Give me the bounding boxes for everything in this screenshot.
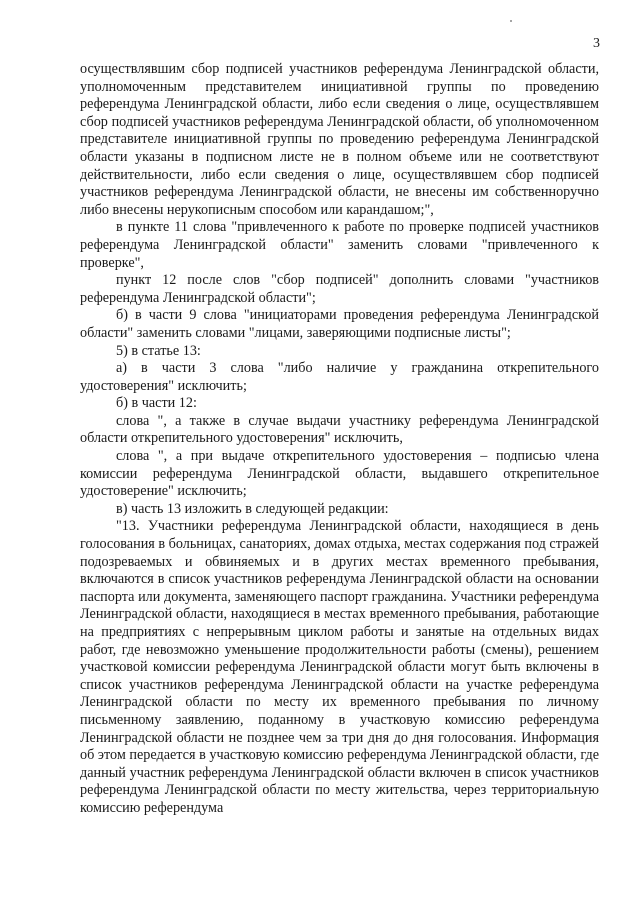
paragraph-part-13-text: "13. Участники референдума Ленинградской области, находящиеся в день голосования в больницах, санаториях, домах отдыха, местах содержания под стражей подозреваемых и обвиняемых и в других местах временного пребывания, включаются в список участников референдума Ленинградской области на основании паспорта или документа, заменяющего паспорт гражданина. Участники референдума Ленинградской области, находящиеся в местах временного пребывания, работающие на предприятиях с непрерывным циклом работы и занятые на отдельных видах работ, где невозможно уменьшение продолжительности работы (смены), решением участковой комиссии референдума Ленинградской области могут быть включены в список участников референдума Ленинградской области на участке референдума Ленинградской области по месту их временного пребывания по личному письменному заявлению, поданному в участковую комиссию референдума Ленинградской области не позднее чем за три дня до дня голосования. Информация об этом передается в участковую комиссию референдума Ленинградской области, где данный участник референдума Ленинградской области включен в список участников референдума Ленинградской области по месту жительства, через территориальную комиссию референдума [80,518,599,816]
paragraph-part-13-intro: в) часть 13 изложить в следующей редакции: [116,500,389,517]
paragraph-article-13: 5) в статье 13: [116,342,201,359]
page-number: 3 [593,36,600,51]
paragraph-exclude-words-2: слова ", а при выдаче открепительного удостоверения – подписью члена комиссии референдума Ленинградской области, выдавшего открепительное удостоверение" исключить; [80,448,599,500]
scan-speck [510,20,512,22]
paragraph-signature-requirements: осуществлявшим сбор подписей участников референдума Ленинградской области, уполномоченным представителем инициативной группы по проведению референдума Ленинградской области, либо если сведения о лице, осуществлявшем сбор подписей участников референдума Ленинградской области, об уполномоченном представителе инициативной группы по проведению референдума Ленинградской области указаны в подписном листе не в полном объеме или не соответствуют действительности, либо если сведения о лице, осуществлявшем сбор подписей участников референдума Ленинградской области, не внесены им собственноручно либо внесены нерукописным способом или карандашом;", [80,61,599,218]
paragraph-exclude-words-1: слова ", а также в случае выдачи участнику референдума Ленинградской области открепительного удостоверения" исключить, [80,412,599,447]
document-body [80,61,599,818]
paragraph-part-9: б) в части 9 слова "инициаторами проведения референдума Ленинградской области" заменить словами "лицами, заверяющими подписные листы"; [80,307,599,341]
paragraph-part-3: а) в части 3 слова "либо наличие у гражданина открепительного удостоверения" исключить; [80,360,599,394]
paragraph-item-11: в пункте 11 слова "привлеченного к работе по проверке подписей участников референдума Ленинградской области" заменить словами "привлеченного к проверке", [80,219,599,271]
paragraph-part-12: б) в части 12: [116,395,197,412]
paragraph-item-12: пункт 12 после слов "сбор подписей" дополнить словами "участников референдума Ленинградской области"; [80,272,599,306]
